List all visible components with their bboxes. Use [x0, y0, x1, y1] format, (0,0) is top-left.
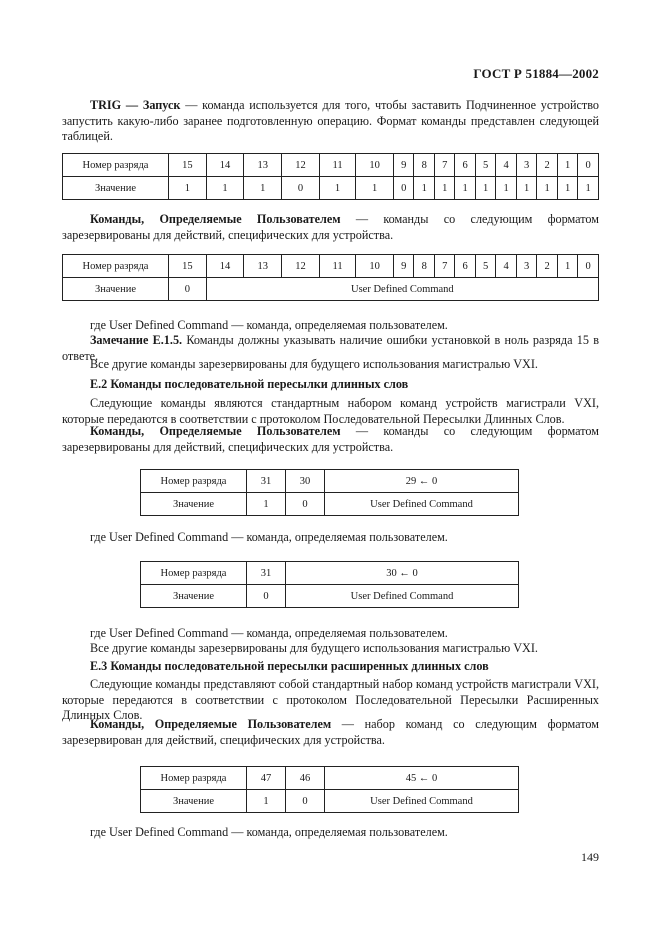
value-row: [63, 177, 599, 200]
value-cell: 1: [319, 177, 355, 200]
value-row: [141, 493, 519, 516]
udc-term: Команды, Определяемые Пользователем: [90, 424, 341, 438]
trig-paragraph: [62, 98, 599, 145]
where-line: где User Defined Command — команда, определяемая пользователем.: [90, 825, 448, 839]
row-label: Номер разряда: [141, 470, 247, 493]
section-e2-heading: Е.2 Команды последовательной пересылки длинных слов: [90, 377, 409, 391]
bit-cell: 11: [319, 255, 355, 278]
value-cell: 1: [247, 493, 286, 516]
bit-cell: 29 ← 0: [325, 470, 519, 493]
e3-udc-table: [140, 766, 519, 813]
row-label: Номер разряда: [141, 562, 247, 585]
value-row: [63, 278, 599, 301]
bit-cell: 6: [455, 154, 475, 177]
bit-cell: 5: [475, 255, 495, 278]
bit-cell: 12: [282, 154, 320, 177]
bit-cell: 30: [286, 470, 325, 493]
row-label: Значение: [141, 493, 247, 516]
bit-number-row: [63, 154, 599, 177]
value-cell: 1: [537, 177, 557, 200]
note-term: Замечание Е.1.5.: [90, 333, 183, 347]
reserved-line: Все другие команды зарезервированы для будущего использования магистралью VXI.: [90, 357, 538, 371]
bit-cell: 8: [414, 154, 434, 177]
udc-paragraph-3: [62, 717, 599, 748]
value-cell: 0: [247, 585, 286, 608]
e3-intro: Следующие команды представляют собой стандартный набор команд устройств магистрали VXI, которые передаются в соответствии с протоколом Последовательной Пересылки Расширенных Длинных Слов.: [62, 677, 599, 722]
bit-cell: 2: [537, 154, 557, 177]
row-label: Номер разряда: [63, 255, 169, 278]
bit-cell: 31: [247, 562, 286, 585]
value-cell: 1: [244, 177, 282, 200]
value-cell: 0: [286, 790, 325, 813]
bit-cell: 31: [247, 470, 286, 493]
value-cell: 1: [475, 177, 495, 200]
bit-cell: 13: [244, 154, 282, 177]
udc-bit-table: [62, 254, 599, 301]
bit-cell: 6: [455, 255, 475, 278]
value-cell: 1: [356, 177, 394, 200]
value-cell: 1: [516, 177, 536, 200]
row-label: Номер разряда: [63, 154, 169, 177]
value-cell-command: User Defined Command: [325, 790, 519, 813]
udc-paragraph-2: [62, 424, 599, 455]
row-label: Значение: [141, 790, 247, 813]
bit-cell: 5: [475, 154, 495, 177]
bit-cell: 14: [206, 154, 244, 177]
value-row: [141, 585, 519, 608]
bit-number-row: [63, 255, 599, 278]
bit-cell: 7: [434, 154, 454, 177]
bit-cell: 4: [496, 255, 516, 278]
trig-text: — команда используется для того, чтобы заставить Подчиненное устройство запустить какую-либо заранее подготовленную операцию. Формат команды представлен следующей таблицей.: [62, 98, 599, 143]
row-label: Значение: [141, 585, 247, 608]
udc-paragraph-1: [62, 212, 599, 243]
value-cell: 0: [169, 278, 207, 301]
bit-cell: 3: [516, 154, 536, 177]
udc-text: — команды со следующим форматом зарезервированы для действий, специфических для устройства.: [62, 424, 599, 454]
bit-cell: 7: [434, 255, 454, 278]
where-line: где User Defined Command — команда, определяемая пользователем.: [90, 626, 448, 640]
value-row: [141, 790, 519, 813]
bit-cell: 0: [578, 255, 599, 278]
e2-udc-table-1: [140, 469, 519, 516]
bit-cell: 4: [496, 154, 516, 177]
bit-number-row: [141, 767, 519, 790]
bit-cell: 3: [516, 255, 536, 278]
bit-cell: 11: [319, 154, 355, 177]
udc-text: — команды со следующим форматом зарезервированы для действий, специфических для устройства.: [62, 212, 599, 242]
value-cell-command: User Defined Command: [206, 278, 598, 301]
bit-cell: 10: [356, 255, 394, 278]
where-line: где User Defined Command — команда, определяемая пользователем.: [90, 530, 448, 544]
bit-cell: 12: [282, 255, 320, 278]
e2-intro: Следующие команды являются стандартным набором команд устройств магистрали VXI, которые передаются в соответствии с протоколом Последовательной Пересылки Длинных Слов.: [62, 396, 599, 426]
value-cell: 0: [393, 177, 413, 200]
trig-bit-table: [62, 153, 599, 200]
value-cell: 1: [414, 177, 434, 200]
e2-udc-table-2: [140, 561, 519, 608]
bit-cell: 9: [393, 154, 413, 177]
value-cell: 0: [282, 177, 320, 200]
udc-term: Команды, Определяемые Пользователем: [90, 717, 332, 731]
bit-cell: 14: [206, 255, 244, 278]
value-cell-command: User Defined Command: [286, 585, 519, 608]
bit-cell: 1: [557, 154, 577, 177]
bit-cell: 47: [247, 767, 286, 790]
bit-cell: 46: [286, 767, 325, 790]
value-cell: 1: [455, 177, 475, 200]
where-line: где User Defined Command — команда, определяемая пользователем.: [90, 318, 448, 332]
reserved-line: Все другие команды зарезервированы для будущего использования магистралью VXI.: [90, 641, 538, 655]
bit-number-row: [141, 470, 519, 493]
bit-cell: 8: [414, 255, 434, 278]
value-cell: 1: [496, 177, 516, 200]
value-cell: 1: [247, 790, 286, 813]
bit-cell: 10: [356, 154, 394, 177]
value-cell: 0: [286, 493, 325, 516]
bit-cell: 1: [557, 255, 577, 278]
bit-cell: 15: [169, 154, 207, 177]
value-cell: 1: [434, 177, 454, 200]
value-cell-command: User Defined Command: [325, 493, 519, 516]
udc-term: Команды, Определяемые Пользователем: [90, 212, 341, 226]
bit-cell: 0: [578, 154, 599, 177]
bit-number-row: [141, 562, 519, 585]
document-header: ГОСТ Р 51884—2002: [473, 66, 599, 81]
bit-cell: 45 ← 0: [325, 767, 519, 790]
section-e3-heading: Е.3 Команды последовательной пересылки расширенных длинных слов: [90, 659, 489, 673]
bit-cell: 2: [537, 255, 557, 278]
bit-cell: 15: [169, 255, 207, 278]
bit-cell: 30 ← 0: [286, 562, 519, 585]
row-label: Значение: [63, 278, 169, 301]
bit-cell: 13: [244, 255, 282, 278]
row-label: Значение: [63, 177, 169, 200]
note-text: Команды должны указывать наличие ошибки установкой в ноль разряда 15 в ответе.: [62, 333, 600, 363]
row-label: Номер разряда: [141, 767, 247, 790]
value-cell: 1: [169, 177, 207, 200]
bit-cell: 9: [393, 255, 413, 278]
trig-term: TRIG — Запуск: [90, 98, 181, 112]
value-cell: 1: [578, 177, 599, 200]
value-cell: 1: [557, 177, 577, 200]
udc-text: — набор команд со следующим форматом зарезервирован для действий, специфических для устройства.: [62, 717, 599, 747]
page-number: 149: [581, 850, 599, 864]
value-cell: 1: [206, 177, 244, 200]
